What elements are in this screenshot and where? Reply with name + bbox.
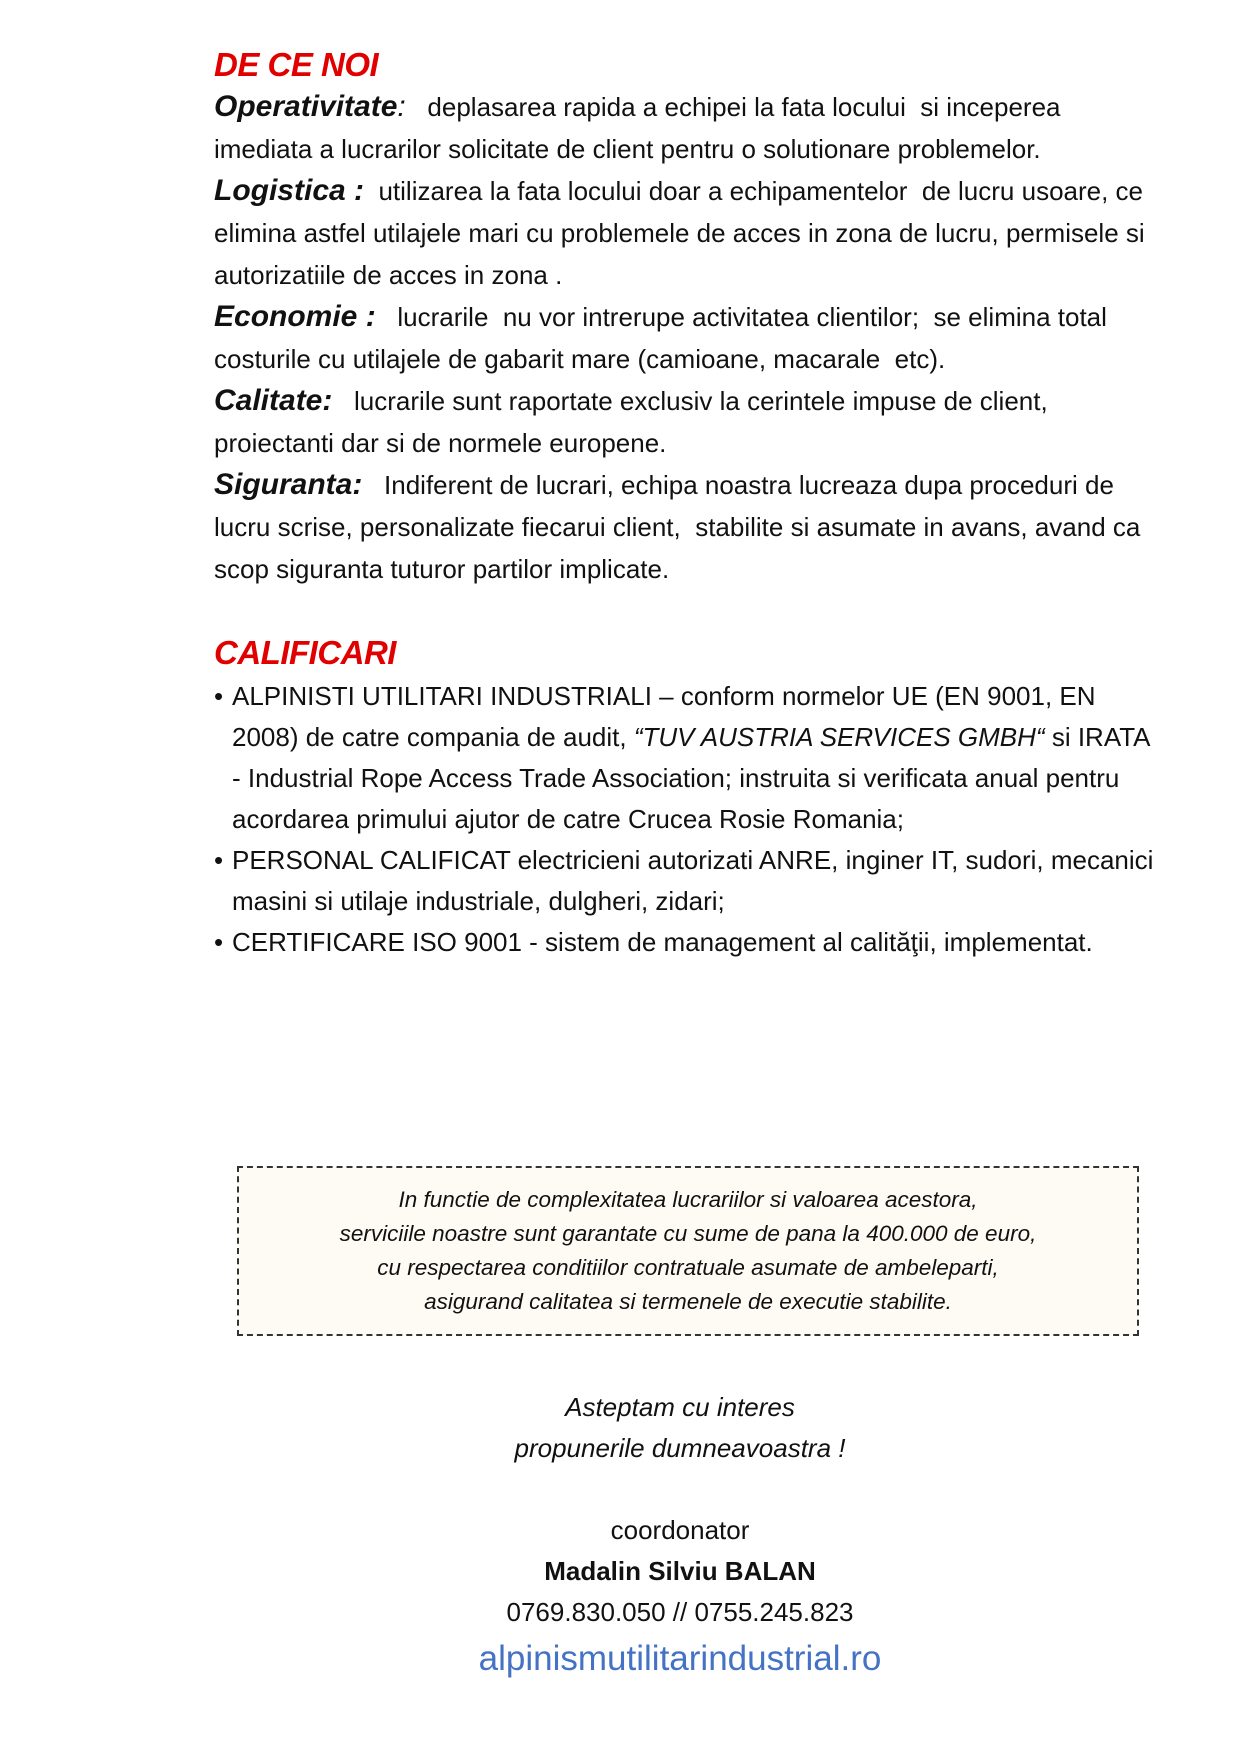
qualifications-heading: CALIFICARI xyxy=(214,634,396,671)
term-economie: Economie : xyxy=(214,300,376,333)
desc-logistica: utilizarea la fata locului doar a echipamentelor de lucru usoare, ce elimina astfel utilajele mari cu problemele de acces in zona de lucru, permisele si autorizatiile de acces in zona . xyxy=(214,176,1152,290)
closing-line: propunerile dumneavoastra ! xyxy=(514,1433,846,1463)
why-us-heading: DE CE NOI xyxy=(214,46,379,83)
qualification-text: CERTIFICARE ISO 9001 - sistem de management al calităţii, implementat. xyxy=(232,927,1093,957)
phone-numbers: 0769.830.050 // 0755.245.823 xyxy=(506,1597,854,1627)
website-link[interactable]: alpinismutilitarindustrial.ro xyxy=(478,1639,882,1678)
why-us-item-calitate xyxy=(214,380,1154,464)
why-us-item-operativitate xyxy=(214,86,1154,170)
term-operativitate: Operativitate xyxy=(214,90,398,123)
bullet-icon: • xyxy=(214,681,224,711)
desc-calitate: lucrarile sunt raportate exclusiv la cerintele impuse de client, proiectanti dar si de normele europene. xyxy=(214,386,1055,458)
list-item xyxy=(214,676,1154,840)
list-item xyxy=(214,840,1154,922)
list-item xyxy=(214,922,1154,963)
why-us-item-logistica xyxy=(214,170,1154,296)
desc-economie: lucrarile nu vor intrerupe activitatea clientilor; se elimina total costurile cu utilajele de gabarit mare (camioane, macarale etc). xyxy=(214,302,1115,374)
section-spacer xyxy=(214,590,1154,632)
document-body xyxy=(214,44,1154,963)
guarantee-line: serviciile noastre sunt garantate cu sume de pana la 400.000 de euro, xyxy=(339,1221,1037,1246)
guarantee-box xyxy=(237,1166,1139,1336)
bullet-icon: • xyxy=(214,845,224,875)
guarantee-line: cu respectarea conditiilor contratuale asumate de ambeleparti, xyxy=(377,1255,999,1280)
bullet-icon: • xyxy=(214,927,224,957)
guarantee-line: asigurand calitatea si termenele de executie stabilite. xyxy=(424,1289,952,1314)
coordinator-role: coordonator xyxy=(610,1515,750,1545)
coordinator-name: Madalin Silviu BALAN xyxy=(544,1556,816,1586)
qualifications-list xyxy=(214,676,1154,963)
auditor-name: “TUV AUSTRIA SERVICES GMBH“ xyxy=(633,722,1045,752)
closing-block xyxy=(340,1387,1020,1685)
term-logistica: Logistica : xyxy=(214,174,365,207)
desc-siguranta: Indiferent de lucrari, echipa noastra lucreaza dupa proceduri de lucru scrise, personalizate fiecarui client, stabilite si asumate in avans, avand ca scop siguranta tuturor partilor implicate. xyxy=(214,470,1148,584)
qualification-text-a: ALPINISTI UTILITARI INDUSTRIALI – conform normelor UE (EN 9001, EN 2008) de catre compania de audit, xyxy=(232,681,1096,752)
term-calitate: Calitate: xyxy=(214,384,333,417)
guarantee-line: In functie de complexitatea lucrariilor si valoarea acestora, xyxy=(398,1187,978,1212)
term-separator: : xyxy=(397,90,406,123)
why-us-item-siguranta xyxy=(214,464,1154,590)
why-us-item-economie xyxy=(214,296,1154,380)
closing-line: Asteptam cu interes xyxy=(565,1392,795,1422)
term-siguranta: Siguranta: xyxy=(214,468,363,501)
qualification-text-c: si IRATA - Industrial Rope Access Trade Association; instruita si verificata anual pentru acordarea primului ajutor de catre Crucea Rosie Romania; xyxy=(232,722,1150,834)
qualification-text: PERSONAL CALIFICAT electricieni autorizati ANRE, inginer IT, sudori, mecanici masini si utilaje industriale, dulgheri, zidari; xyxy=(232,845,1154,916)
desc-operativitate: deplasarea rapida a echipei la fata locului si inceperea imediata a lucrarilor solicitate de client pentru o solutionare problemelor. xyxy=(214,92,1068,164)
